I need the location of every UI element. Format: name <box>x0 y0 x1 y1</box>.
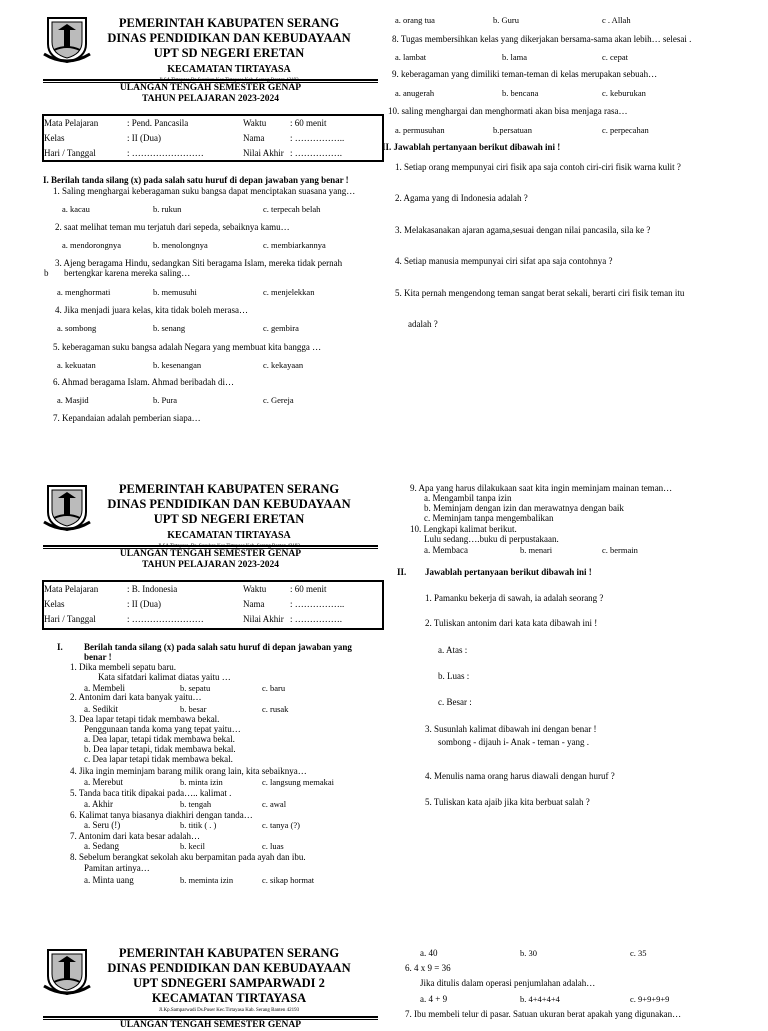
essay-3-words: sombong - dijauh i- Anak - teman - yang . <box>438 737 589 747</box>
option-line[interactable]: a. Minta uang <box>84 875 134 885</box>
question-3-cont: bertengkar karena mereka saling… <box>64 268 191 278</box>
question-7: 7. Kepandaian adalah pemberian siapa… <box>53 413 201 423</box>
info-value-time: : 60 menit <box>290 118 327 128</box>
option-line[interactable]: a. 4 + 9 <box>420 994 448 1004</box>
question-line: 7. Antonim dari kata besar adalah… <box>70 831 200 841</box>
question-10: 10. saling menghargai dan menghormati akan bisa menjaga rasa… <box>388 106 628 116</box>
essay-5: 5. Tuliskan kata ajaib jika kita berbuat salah ? <box>425 797 590 807</box>
option-line[interactable]: a. Akhir <box>84 799 113 809</box>
question-line: Pamitan artinya… <box>84 863 150 873</box>
essay-1: 1. Pamanku bekerja di sawah, ia adalah seorang ? <box>425 593 604 603</box>
essay-5: 5. Kita pernah mengendong teman sangat berat sekali, berarti ciri fisik teman itu <box>395 288 685 298</box>
question-line: Lulu sedang….buku di perpustakaan. <box>424 534 559 544</box>
kop-line-4: KECAMATAN TIRTAYASA <box>167 530 291 541</box>
question-line: c. Meminjam tanpa mengembalikan <box>424 513 554 523</box>
question-line: Kata sifatdari kalimat diatas yaitu … <box>98 672 231 682</box>
option-c[interactable]: c. bermain <box>602 545 638 555</box>
option-5b[interactable]: b. kesenangan <box>153 360 202 370</box>
option-b[interactable]: b. 4+4+4+4 <box>520 994 560 1004</box>
option-c[interactable]: c. 9+9+9+9 <box>630 994 670 1004</box>
exam-sheet-bahasa-indonesia <box>0 470 768 940</box>
kop-line-4: KECAMATAN TIRTAYASA <box>151 991 307 1005</box>
option-b[interactable]: b. tengah <box>180 799 212 809</box>
option-c[interactable]: c. sikap hormat <box>262 875 315 885</box>
option-7c[interactable]: c . Allah <box>602 15 631 25</box>
exam-title: ULANGAN TENGAH SEMESTER GENAP <box>119 1020 302 1030</box>
essay-1: 1. Setiap orang mempunyai ciri fisik apa saja contoh ciri-ciri fisik warna kulit ? <box>395 162 681 172</box>
question-line: a. Mengambil tanpa izin <box>424 493 512 503</box>
option-b[interactable]: b. minta izin <box>180 777 223 787</box>
section-2-instruction: Jawablah pertanyaan berikut dibawah ini ! <box>425 567 592 577</box>
option-line[interactable]: a. 40 <box>420 948 438 958</box>
question-line: 6. 4 x 9 = 36 <box>405 963 451 973</box>
option-2a[interactable]: a. mendorongnya <box>62 240 122 250</box>
essay-4: 4. Menulis nama orang harus diawali dengan huruf ? <box>425 771 615 781</box>
kop-line-1: PEMERINTAH KABUPATEN SERANG <box>118 482 340 496</box>
exam-sheet-pancasila <box>0 0 768 450</box>
info-label-subject: Mata Pelajaran <box>44 118 99 128</box>
kop-line-3: UPT SD NEGERI ERETAN <box>153 512 305 526</box>
option-8a[interactable]: a. lambat <box>395 52 427 62</box>
option-4a[interactable]: a. sombong <box>57 323 97 333</box>
question-line: Penggunaan tanda koma yang tepat yaitu… <box>84 724 241 734</box>
question-line: c. Dea lapar tetapi tidak membawa bekal. <box>84 754 233 764</box>
section-1-instruction-cont: benar ! <box>84 652 112 662</box>
option-6c[interactable]: c. Gereja <box>263 395 294 405</box>
kop-line-3: UPT SDNEGERI SAMPARWADI 2 <box>133 976 325 990</box>
antonym-c: c. Besar : <box>438 697 472 707</box>
option-c[interactable]: c. awal <box>262 799 287 809</box>
info-value-score[interactable]: : ……………. <box>290 614 343 624</box>
exam-title <box>43 549 378 571</box>
exam-year: TAHUN PELAJARAN 2023-2024 <box>141 94 280 104</box>
question-3-marker: b <box>44 268 49 278</box>
kop-line-4: KECAMATAN TIRTAYASA <box>167 64 291 75</box>
section-2-number: II. <box>397 567 407 577</box>
option-b[interactable]: b. meminta izin <box>180 875 234 885</box>
question-line: 10. Lengkapi kalimat berikut. <box>410 524 517 534</box>
info-value-subject: : Pend. Pancasila <box>127 118 189 128</box>
option-line[interactable]: a. Seru (!) <box>84 820 121 830</box>
option-9a[interactable]: a. anugerah <box>395 88 435 98</box>
kop-line-2: DINAS PENDIDIKAN DAN KEBUDAYAAN <box>107 497 351 511</box>
question-8: 8. Tugas membersihkan kelas yang dikerjakan bersama-sama akan lebih… selesai . <box>392 34 692 44</box>
question-3: 3. Ajeng beragama Hindu, sedangkan Siti beragama Islam, mereka tidak pernah <box>55 258 343 268</box>
option-6b[interactable]: b. Pura <box>153 395 178 405</box>
option-9b[interactable]: b. bencana <box>502 88 539 98</box>
info-label-subject: Mata Pelajaran <box>44 584 99 594</box>
option-c[interactable]: c. baru <box>262 683 286 693</box>
antonym-b: b. Luas : <box>438 671 470 681</box>
option-line[interactable]: a. Sedikit <box>84 704 118 714</box>
option-2c[interactable]: c. membiarkannya <box>263 240 326 250</box>
info-value-subject: : B. Indonesia <box>127 584 178 594</box>
option-7a[interactable]: a. orang tua <box>395 15 435 25</box>
info-label-score: Nilai Akhir <box>243 614 284 624</box>
question-line: 5. Tanda baca titik dipakai pada….. kalimat . <box>70 788 232 798</box>
info-value-name[interactable]: : …………….. <box>290 133 345 143</box>
option-9c[interactable]: c. keburukan <box>602 88 646 98</box>
info-label-name: Nama <box>243 599 265 609</box>
exam-title <box>43 83 378 105</box>
option-b[interactable]: b. besar <box>180 704 207 714</box>
exam-title-line-1: ULANGAN TENGAH SEMESTER GENAP <box>119 83 302 93</box>
question-line: 9. Apa yang harus dilakukaan saat kita ingin meminjam mainan teman… <box>410 483 673 493</box>
section-1-instruction: I. Berilah tanda silang (x) pada salah satu huruf di depan jawaban yang benar ! <box>43 175 349 185</box>
option-line[interactable]: a. Membeli <box>84 683 125 693</box>
info-label-date: Hari / Tanggal <box>44 148 96 158</box>
info-value-class: : II (Dua) <box>127 599 161 609</box>
kop-line-2: DINAS PENDIDIKAN DAN KEBUDAYAAN <box>107 31 351 45</box>
option-8c[interactable]: c. cepat <box>602 52 628 62</box>
option-2b[interactable]: b. menolongnya <box>153 240 208 250</box>
info-label-score: Nilai Akhir <box>243 148 284 158</box>
section-1-number: I. <box>57 642 63 652</box>
option-line[interactable]: a. Merebut <box>84 777 123 787</box>
kop-line-1: PEMERINTAH KABUPATEN SERANG <box>118 16 340 30</box>
student-info-box <box>42 580 384 630</box>
info-label-class: Kelas <box>44 599 65 609</box>
option-b[interactable]: b. 30 <box>520 948 537 958</box>
question-line: 8. Sebelum berangkat sekolah aku berpamitan pada ayah dan ibu. <box>70 852 306 862</box>
option-3c[interactable]: c. menjelekkan <box>263 287 315 297</box>
student-info-box <box>42 114 384 162</box>
essay-5-cont: adalah ? <box>408 319 438 329</box>
essay-3: 3. Susunlah kalimat dibawah ini dengan benar ! <box>425 724 597 734</box>
question-line: Jika ditulis dalam operasi penjumlahan adalah… <box>420 978 596 988</box>
essay-3: 3. Melakasanakan ajaran agama,sesuai dengan nilai pancasila, sila ke ? <box>395 225 651 235</box>
section-1-instruction: Berilah tanda silang (x) pada salah satu huruf di depan jawaban yang <box>84 642 352 652</box>
question-line: b. Meminjam dengan izin dan merawatnya dengan baik <box>424 503 624 513</box>
kop-line-2: DINAS PENDIDIKAN DAN KEBUDAYAAN <box>107 961 351 975</box>
info-label-name: Nama <box>243 133 265 143</box>
essay-2: 2. Agama yang di Indonesia adalah ? <box>395 193 528 203</box>
kop-address: Jl.SA Tirtayasa, Ds. Susukan Kec.Tirtayasa Kab. Serang Banten 42193 <box>158 544 300 549</box>
option-1c[interactable]: c. terpecah belah <box>263 204 321 214</box>
option-1b[interactable]: b. rukun <box>153 204 182 214</box>
info-value-time: : 60 menit <box>290 584 327 594</box>
option-6a[interactable]: a. Masjid <box>57 395 89 405</box>
question-9: 9. keberagaman yang dimiliki teman-teman di kelas merupakan sebuah… <box>392 69 658 79</box>
option-c[interactable]: c. 35 <box>630 948 647 958</box>
option-10a[interactable]: a. permusuhan <box>395 125 445 135</box>
info-value-class: : II (Dua) <box>127 133 161 143</box>
essay-2: 2. Tuliskan antonim dari kata kata dibawah ini ! <box>425 618 598 628</box>
question-5: 5. keberagaman suku bangsa adalah Negara yang membuat kita bangga … <box>53 342 322 352</box>
info-label-time: Waktu <box>243 118 267 128</box>
question-line: 1. Dika membeli sepatu baru. <box>70 662 176 672</box>
info-value-date[interactable]: : …………………… <box>127 148 204 158</box>
exam-sheet-matematika <box>0 940 768 1030</box>
option-3b[interactable]: b. memusuhi <box>153 287 197 297</box>
option-b[interactable]: b. sepatu <box>180 683 211 693</box>
option-5c[interactable]: c. kekayaan <box>263 360 304 370</box>
question-2: 2. saat melihat teman mu terjatuh dari sepeda, sebaiknya kamu… <box>55 222 290 232</box>
option-10c[interactable]: c. perpecahan <box>602 125 649 135</box>
exam-year: TAHUN PELAJARAN 2023-2024 <box>141 560 280 570</box>
option-b[interactable]: b. kecil <box>180 841 206 851</box>
antonym-a: a. Atas : <box>438 645 468 655</box>
info-label-class: Kelas <box>44 133 65 143</box>
kop-line-1: PEMERINTAH KABUPATEN SERANG <box>118 946 340 960</box>
question-6: 6. Ahmad beragama Islam. Ahmad beribadah di… <box>53 377 234 387</box>
kop-line-3: UPT SD NEGERI ERETAN <box>153 46 305 60</box>
info-value-date[interactable]: : …………………… <box>127 614 204 624</box>
option-b[interactable]: b. titik ( . ) <box>180 820 217 830</box>
question-line: 3. Dea lapar tetapi tidak membawa bekal. <box>70 714 220 724</box>
question-line: 4. Jika ingin meminjam barang milik orang lain, kita sebaiknya… <box>70 766 307 776</box>
info-value-score[interactable]: : ……………. <box>290 148 343 158</box>
info-label-date: Hari / Tanggal <box>44 614 96 624</box>
section-2-instruction: II. Jawablah pertanyaan berikut dibawah ini ! <box>382 142 561 152</box>
option-c[interactable]: c. luas <box>262 841 284 851</box>
option-c[interactable]: c. tanya (?) <box>262 820 300 830</box>
option-8b[interactable]: b. lama <box>502 52 528 62</box>
option-1a[interactable]: a. kacau <box>62 204 90 214</box>
question-line: 2. Antonim dari kata banyak yaitu… <box>70 692 202 702</box>
exam-title-line-1: ULANGAN TENGAH SEMESTER GENAP <box>119 549 302 559</box>
kop-address: Jl.Kp.Samparwadi Ds.Puser Kec.Tirtayasa Kab. Serang Banten 42193 <box>158 1008 300 1013</box>
question-4: 4. Jika menjadi juara kelas, kita tidak boleh merasa… <box>55 305 248 315</box>
question-line: 7. Ibu membeli telur di pasar. Satuan ukuran berat apakah yang digunakan… <box>405 1009 682 1019</box>
option-c[interactable]: c. langsung memakai <box>262 777 334 787</box>
option-4c[interactable]: c. gembira <box>263 323 299 333</box>
option-5a[interactable]: a. kekuatan <box>57 360 96 370</box>
essay-4: 4. Setiap manusia mempunyai ciri sifat apa saja contohnya ? <box>395 256 613 266</box>
question-line: b. Dea lapar tetapi, tidak membawa bekal. <box>84 744 236 754</box>
info-label-time: Waktu <box>243 584 267 594</box>
info-value-name[interactable]: : …………….. <box>290 599 345 609</box>
option-3a[interactable]: a. menghormati <box>57 287 111 297</box>
option-7b[interactable]: b. Guru <box>493 15 519 25</box>
kop-address: Jl.SA Tirtayasa,Ds.Susukan Kec.Tirtayasa Kab. Serang Banten 42193 <box>159 78 299 83</box>
question-line: a. Dea lapar, tetapi tidak membawa bekal. <box>84 734 235 744</box>
option-b[interactable]: b. menari <box>520 545 553 555</box>
option-line[interactable]: a. Membaca <box>424 545 468 555</box>
option-c[interactable]: c. rusak <box>262 704 289 714</box>
option-4b[interactable]: b. senang <box>153 323 186 333</box>
question-1: 1. Saling menghargai keberagaman suku bangsa dapat menciptakan suasana yang… <box>53 186 356 196</box>
option-10b[interactable]: b.persatuan <box>493 125 532 135</box>
option-line[interactable]: a. Sedang <box>84 841 119 851</box>
question-line: 6. Kalimat tanya biasanya diakhiri dengan tanda… <box>70 810 253 820</box>
